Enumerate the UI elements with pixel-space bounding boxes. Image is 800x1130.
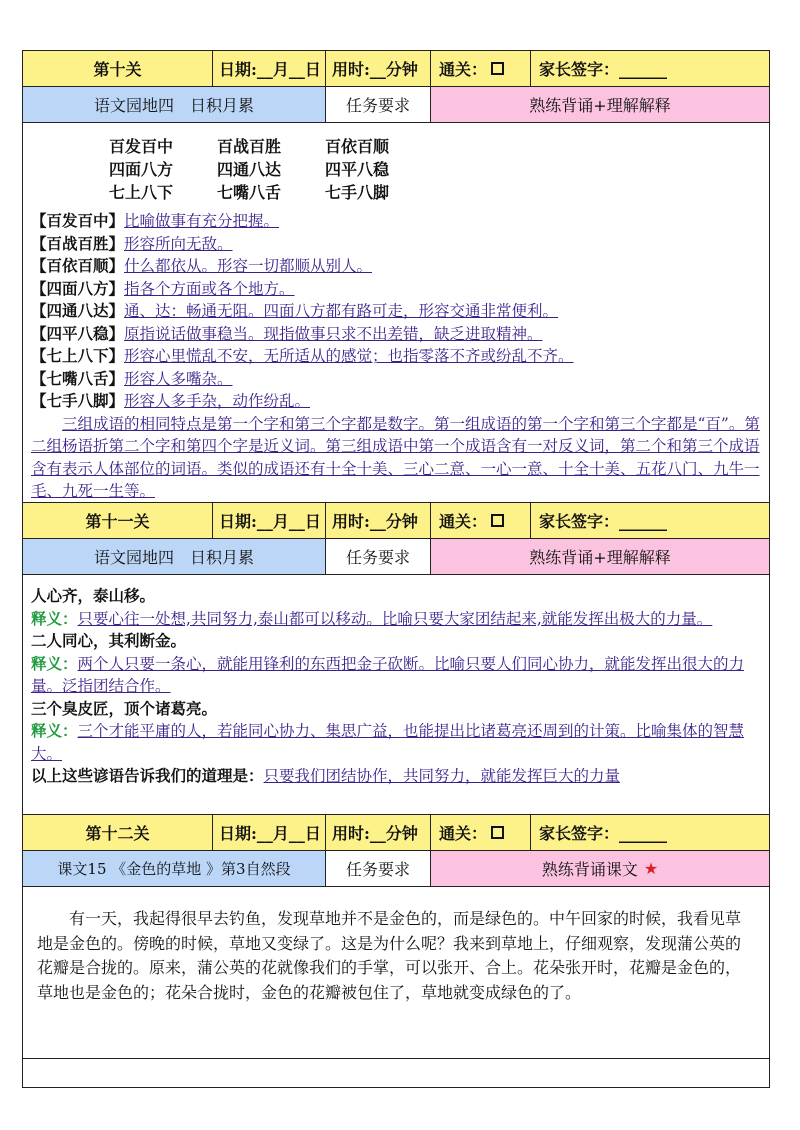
saying: 三个臭皮匠，顶个诸葛亮。 [31,698,218,718]
pass-checkbox[interactable] [491,826,504,839]
task-label: 任务要求 [326,87,431,122]
level-header-10 [23,51,769,87]
definition-row: 【四面八方】指各个方面或各个地方。 [31,278,295,298]
level-header-12 [23,815,769,851]
lesson-text: 有一天，我起得很早去钓鱼，发现草地并不是金色的，而是绿色的。中午回家的时候，我看见草地是金色的。傍晚的时候，草地又变绿了。这是为什么呢？我来到草地上，仔细观察，发现蒲公英的花瓣是合拢的。原来，蒲公英的花就像我们的手掌，可以张开、合上。花朵张开时，花瓣是金色的，草地也是金色的；花朵合拢时，金色的花瓣被包住了，草地就变成绿色的了。 [37,909,742,1002]
definition-row: 【七嘴八舌】形容人多嘴杂。 [31,368,233,388]
saying: 人心齐，泰山移。 [31,586,156,605]
task-label: 任务要求 [326,851,431,886]
section-11-content [23,575,769,815]
task-requirement: 熟练背诵课文 ★ [431,851,769,886]
time-field[interactable]: 用时:__分钟 [326,815,431,850]
idiom-item: 四通八达 [217,160,282,179]
definition-row: 【四平八稳】原指说话做事稳当。现指做事只求不出差错，缺乏进取精神。 [31,323,543,343]
definition-row: 【百依百顺】什么都依从。形容一切都顺从别人。 [31,256,373,275]
idiom-item: 四面八方 [109,160,174,179]
task-requirement: 熟练背诵+理解解释 [431,539,769,574]
saying-explanation: 释义：只要心往一处想,共同努力,泰山都可以移动。比喻只要大家团结起来,就能发挥出极大的力量。 [31,608,713,628]
parent-signature-field[interactable]: 家长签字：______ [531,815,769,850]
definition-row: 【百战百胜】形容所向无敌。 [31,233,233,253]
level-header-11 [23,503,769,539]
parent-signature-field[interactable]: 家长签字：______ [531,503,769,538]
definition-row: 【四通八达】通、达：畅通无阻。四面八方都有路可走，形容交通非常便利。 [31,301,559,320]
date-field[interactable]: 日期:__月__日 [213,503,326,538]
date-field[interactable]: 日期:__月__日 [213,51,326,86]
task-row-10 [23,87,769,123]
task-row-11 [23,539,769,575]
idiom-item: 百战百胜 [217,137,282,156]
task-subject: 课文15 《金色的草地 》第3自然段 [23,851,326,886]
saying: 二人同心，其利断金。 [31,631,187,650]
time-field[interactable]: 用时:__分钟 [326,503,431,538]
worksheet [22,50,770,1088]
time-field[interactable]: 用时:__分钟 [326,51,431,86]
pass-checkbox[interactable] [491,62,504,75]
pass-checkbox[interactable] [491,514,504,527]
pass-label: 通关： [439,512,488,531]
idiom-item: 百依百顺 [325,137,390,156]
idiom-grid [109,135,761,204]
idiom-item: 七上八下 [109,183,174,202]
pass-field [431,815,531,850]
pass-field [431,51,531,86]
section-10-content [23,123,769,503]
summary-paragraph: 三组成语的相同特点是第一个字和第三个字都是数字。第一组成语的第一个字和第三个字都是“百”。第二组杨语折第二个字和第四个字是近义词。第三组成语中第一个成语含有一对反义词，第二个和第三个成语含有表示人体部位的词语。类似的成语还有十全十美、三心二意、一心一意、十全十美、五花八门、九牛一毛、九死一生等。 [31,414,760,500]
definition-row: 【百发百中】比喻做事有充分把握。 [31,211,280,230]
idiom-item: 四平八稳 [325,160,390,179]
date-field[interactable]: 日期:__月__日 [213,815,326,850]
blank-row [23,1059,769,1087]
task-subject: 语文园地四 日积月累 [23,87,326,122]
task-row-12 [23,851,769,887]
definition-row: 【七手八脚】形容人多手杂，动作纷乱。 [31,391,311,410]
star-icon: ★ [643,859,659,878]
idiom-item: 百发百中 [109,137,174,156]
pass-label: 通关： [439,824,488,843]
section-12-content [23,887,769,1059]
idiom-item: 七嘴八舌 [217,183,282,202]
pass-field [431,503,531,538]
level-title: 第十一关 [23,503,213,538]
definition-row: 【七上八下】形容心里慌乱不安，无所适从的感觉；也指零落不齐或纷乱不齐。 [31,346,574,365]
level-title: 第十关 [23,51,213,86]
conclusion: 以上这些谚语告诉我们的道理是：只要我们团结协作，共同努力，就能发挥巨大的力量 [31,766,621,785]
saying-explanation: 释义：三个才能平庸的人，若能同心协力、集思广益，也能提出比诸葛亮还周到的计策。比喻集体的智慧大。 [31,721,745,763]
pass-label: 通关： [439,60,488,79]
saying-explanation: 释义：两个人只要一条心，就能用锋利的东西把金子砍断。比喻只要人们同心协力，就能发挥出很大的力量。泛指团结合作。 [31,653,745,695]
level-title: 第十二关 [23,815,213,850]
task-requirement: 熟练背诵+理解解释 [431,87,769,122]
task-label: 任务要求 [326,539,431,574]
idiom-item: 七手八脚 [325,183,390,202]
parent-signature-field[interactable]: 家长签字：______ [531,51,769,86]
task-subject: 语文园地四 日积月累 [23,539,326,574]
